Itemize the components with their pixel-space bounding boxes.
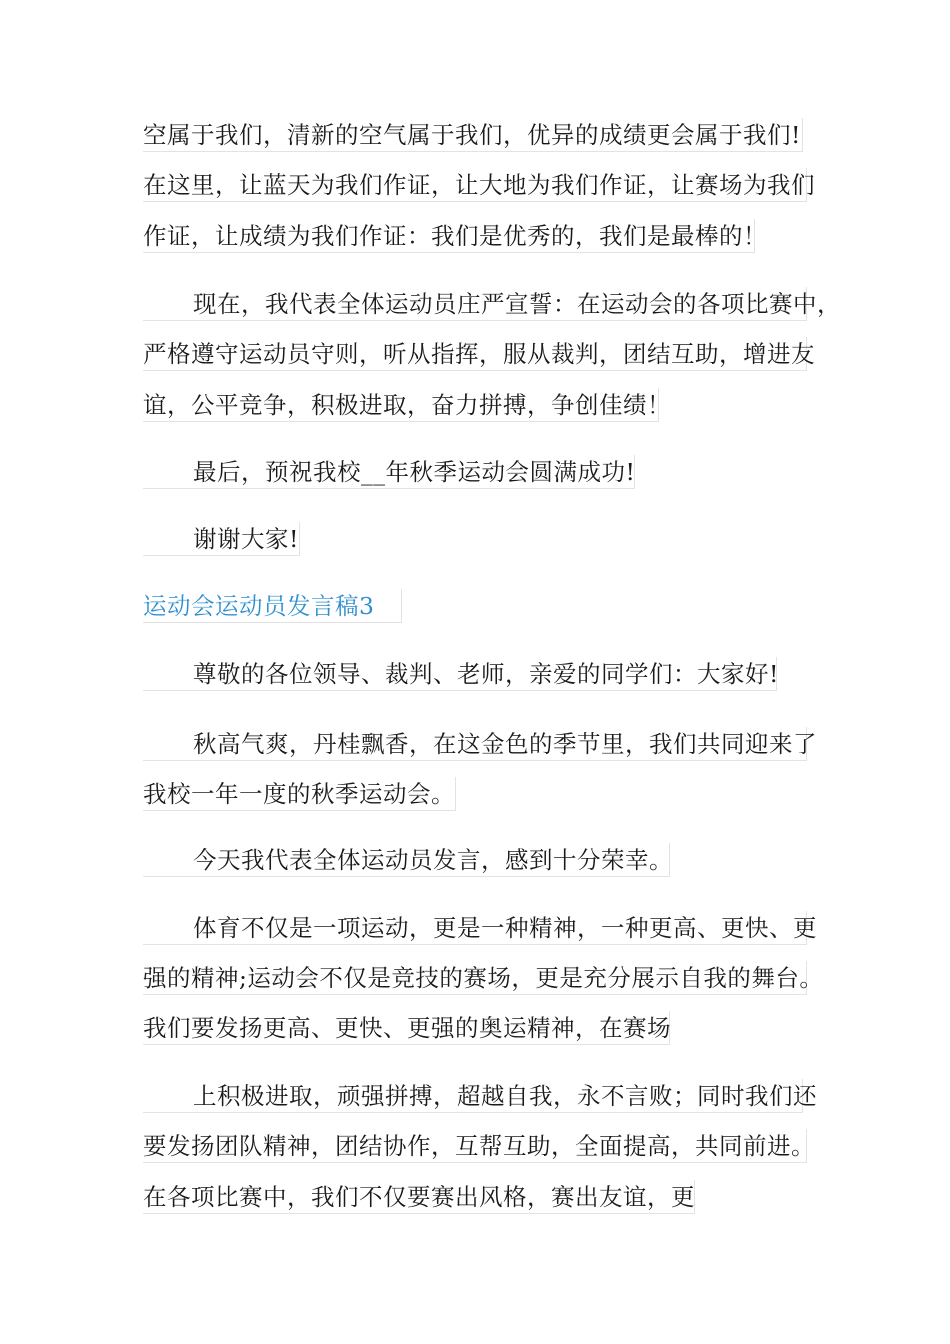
text-line: 我们要发扬更高、更快、更强的奥运精神，在赛场 bbox=[143, 1011, 670, 1045]
text-line: 作证，让成绩为我们作证：我们是优秀的，我们是最棒的！ bbox=[143, 219, 755, 253]
text-line: 谢谢大家! bbox=[143, 522, 300, 556]
text-line: 严格遵守运动员守则，听从指挥，服从裁判，团结互助，增进友 bbox=[143, 337, 807, 371]
text-line: 在这里，让蓝天为我们作证，让大地为我们作证，让赛场为我们 bbox=[143, 168, 807, 202]
text-line: 空属于我们，清新的空气属于我们，优异的成绩更会属于我们! bbox=[143, 118, 803, 152]
text-line: 尊敬的各位领导、裁判、老师，亲爱的同学们：大家好! bbox=[143, 657, 777, 691]
text-line: 现在，我代表全体运动员庄严宣誓：在运动会的各项比赛中， bbox=[143, 287, 807, 321]
text-line: 要发扬团队精神，团结协作，互帮互助，全面提高，共同前进。 bbox=[143, 1129, 807, 1163]
text-line: 今天我代表全体运动员发言，感到十分荣幸。 bbox=[143, 843, 670, 877]
text-line: 我校一年一度的秋季运动会。 bbox=[143, 777, 456, 811]
text-line: 谊，公平竞争，积极进取，奋力拼搏，争创佳绩！ bbox=[143, 388, 659, 422]
text-line: 上积极进取，顽强拼搏，超越自我，永不言败；同时我们还 bbox=[143, 1079, 803, 1113]
section-heading: 运动会运动员发言稿3 bbox=[143, 589, 402, 623]
text-line: 最后，预祝我校__年秋季运动会圆满成功! bbox=[143, 455, 635, 489]
text-line: 强的精神;运动会不仅是竞技的赛场，更是充分展示自我的舞台。 bbox=[143, 961, 807, 995]
text-line: 体育不仅是一项运动，更是一种精神，一种更高、更快、更 bbox=[143, 911, 807, 945]
text-line: 秋高气爽，丹桂飘香，在这金色的季节里，我们共同迎来了 bbox=[143, 727, 807, 761]
text-line: 在各项比赛中，我们不仅要赛出风格，赛出友谊，更 bbox=[143, 1180, 695, 1214]
